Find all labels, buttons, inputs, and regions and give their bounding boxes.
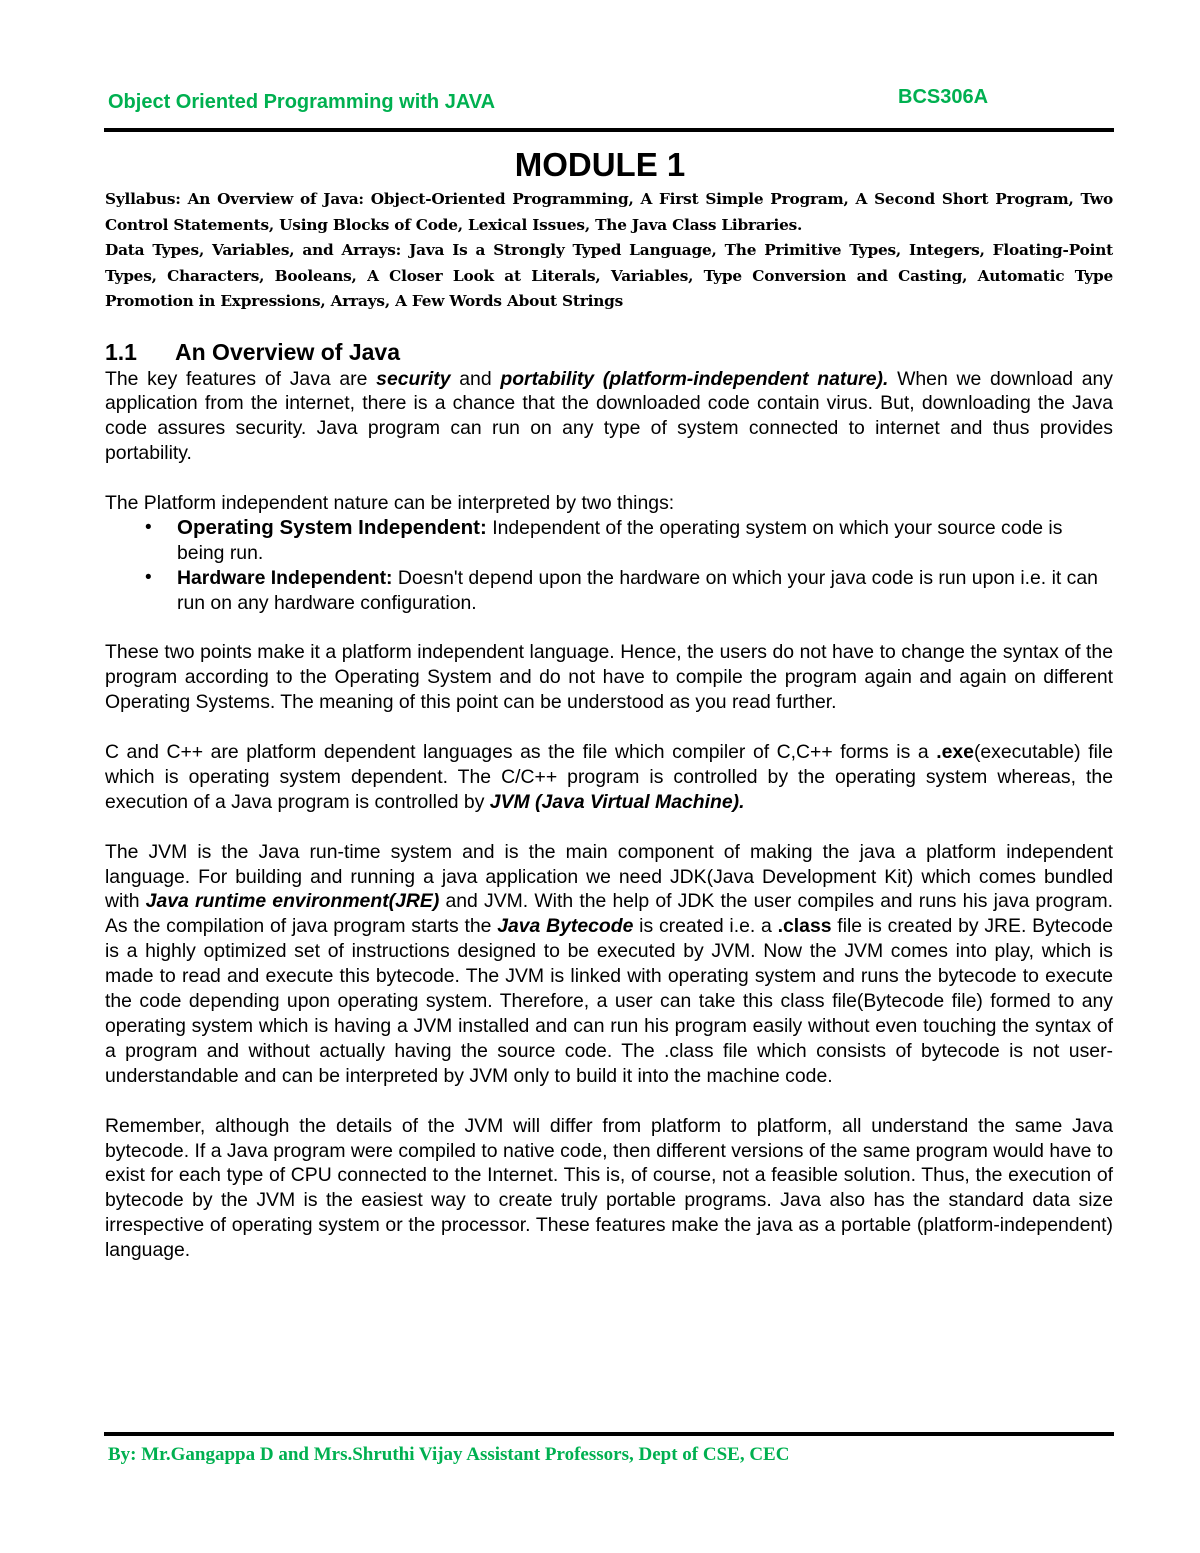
bullet-term: Operating System Independent:	[177, 515, 487, 539]
course-code: BCS306A	[898, 86, 989, 108]
paragraph-remember: Remember, although the details of the JVM will differ from platform to platform, all understand the same Java bytecode. If a Java program were compiled to native code, then different versions of the same program would have to exist for each type of CPU connected to the Internet. This is, of course, not a feasible solution. Thus, the execution of bytecode by the JVM is the easiest way to create truly portable programs. Java also has the standard data size irrespective of operating system or the processor. These features make the java as a portable (platform-independent) language.	[105, 1114, 1113, 1262]
bullet-text: Independent of the operating system on which your source code is being run.	[177, 516, 1063, 564]
p4-exe: .exe	[936, 741, 974, 764]
p4-text-a: C and C++ are platform dependent languages as the file which compiler of C,C++ forms is a	[105, 741, 937, 764]
p5-bytecode: Java Bytecode	[497, 915, 634, 938]
header-divider	[104, 128, 1114, 132]
p5-text-g: file is created by JRE. Bytecode is a highly optimized set of instructions designed to be executed by JVM. Now the JVM comes into play, which is made to read and execute this bytecode. The JVM is linked with operating system and runs the bytecode to execute the code depending upon operating system. Therefore, a user can take this class file(Bytecode file) formed to any operating system which is having a JVM installed and can run his program easily without even touching the syntax of a program and without actually having the source code. The .class file which consists of bytecode is not user-understandable and can be interpreted by JVM only to build it into the machine code.	[105, 915, 1113, 1087]
list-item-hardware-independent	[177, 566, 1113, 616]
footer-authors: By: Mr.Gangappa D and Mrs.Shruthi Vijay Assistant Professors, Dept of CSE, CEC	[108, 1444, 790, 1465]
section-number: 1.1	[105, 338, 137, 365]
syllabus-line-2: Data Types, Variables, and Arrays: Java Is a Strongly Typed Language, The Primitive Types, Integers, Floating-Point Types, Characters, Booleans, A Closer Look at Literals, Variables, Type Conversion and Casting, Automatic Type Promotion in Expressions, Arrays, A Few Words About Strings	[105, 241, 1113, 310]
footer-divider	[104, 1432, 1114, 1436]
section-heading	[105, 337, 1113, 367]
document-body	[105, 187, 1113, 1263]
bullet-text: Doesn't depend upon the hardware on which your java code is run upon i.e. it can run on any hardware configuration.	[177, 566, 1098, 614]
syllabus-line-1: Syllabus: An Overview of Java: Object-Oriented Programming, A First Simple Program, A Second Short Program, Two Control Statements, Using Blocks of Code, Lexical Issues, The Java Class Libraries.	[105, 190, 1113, 234]
bullet-term: Hardware Independent:	[177, 566, 393, 589]
paragraph-key-features	[105, 367, 1113, 467]
p5-text-a: The JVM is the Java run-time system and is the main component of making the java a platform independent language. For building and running a java application we need JDK(Java Development Kit) which comes bundled with	[105, 840, 1113, 913]
p1-text-a: The key features of Java are	[105, 367, 377, 390]
paragraph-jvm	[105, 840, 1113, 1089]
p1-security: security	[376, 367, 451, 390]
p4-jvm: JVM (Java Virtual Machine).	[489, 790, 745, 813]
paragraph-c-cpp	[105, 740, 1113, 815]
p5-text-e: is created i.e. a	[633, 915, 778, 938]
p1-portability: portability (platform-independent nature).	[500, 367, 889, 390]
course-title: Object Oriented Programming with JAVA	[108, 91, 496, 113]
p4-text-c: (executable) file which is operating system dependent. The C/C++ program is controlled by the operating system whereas, the execution of a Java program is controlled by	[105, 741, 1113, 813]
p1-text-c: and	[450, 367, 501, 390]
independence-list	[105, 516, 1113, 616]
module-title: MODULE 1	[514, 146, 686, 183]
p5-jre: Java runtime environment(JRE)	[145, 890, 440, 913]
p5-class: .class	[777, 915, 832, 938]
p5-text-c: and JVM. With the help of JDK the user compiles and runs his java program. As the compilation of java program starts the	[105, 890, 1114, 938]
section-title: An Overview of Java	[175, 338, 400, 365]
p1-text-e: When we download any application from the internet, there is a chance that the downloaded code contain virus. But, downloading the Java code assures security. Java program can run on any type of system connected to internet and thus provides portability.	[105, 367, 1113, 465]
paragraph-two-points: These two points make it a platform independent language. Hence, the users do not have to change the syntax of the program according to the Operating System and do not have to compile the program again and again on different Operating Systems. The meaning of this point can be understood as you read further.	[105, 641, 1113, 714]
list-item-os-independent	[177, 516, 1113, 566]
paragraph-platform-intro: The Platform independent nature can be interpreted by two things:	[105, 492, 675, 515]
